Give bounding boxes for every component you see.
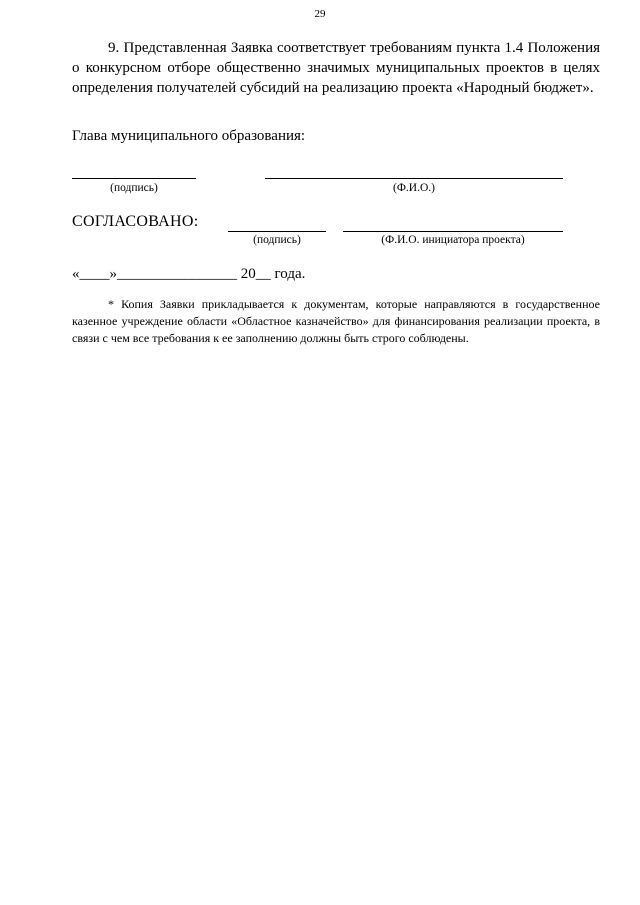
head-signature-caption: (подпись) [110,182,158,194]
page-number: 29 [314,8,326,20]
head-name-line [265,178,563,179]
agreed-signature-line [228,231,326,232]
paragraph-9: 9. Представленная Заявка соответствует требованиям пункта 1.4 Положения о конкурсном отборе общественно значимых муниципальных проектов в целях определения получателей субсидий на реализацию проекта «Народный бюджет». [72,40,600,96]
agreed-signature-caption: (подпись) [253,234,301,246]
agreed-name-line [343,231,563,232]
head-label: Глава муниципального образования: [72,128,306,144]
agreed-name-caption: (Ф.И.О. инициатора проекта) [381,234,525,246]
agreed-label: СОГЛАСОВАНО: [72,213,199,230]
head-signature-line [72,178,196,179]
date-line: «____»________________ 20__ года. [72,266,306,282]
footnote: * Копия Заявки прикладывается к документам, которые направляются в государственное казенное учреждение области «Областное казначейство» для финансирования реализации проекта, в связи с чем все требования к ее заполнению должны быть строго соблюдены. [72,297,600,345]
head-name-caption: (Ф.И.О.) [393,182,435,194]
